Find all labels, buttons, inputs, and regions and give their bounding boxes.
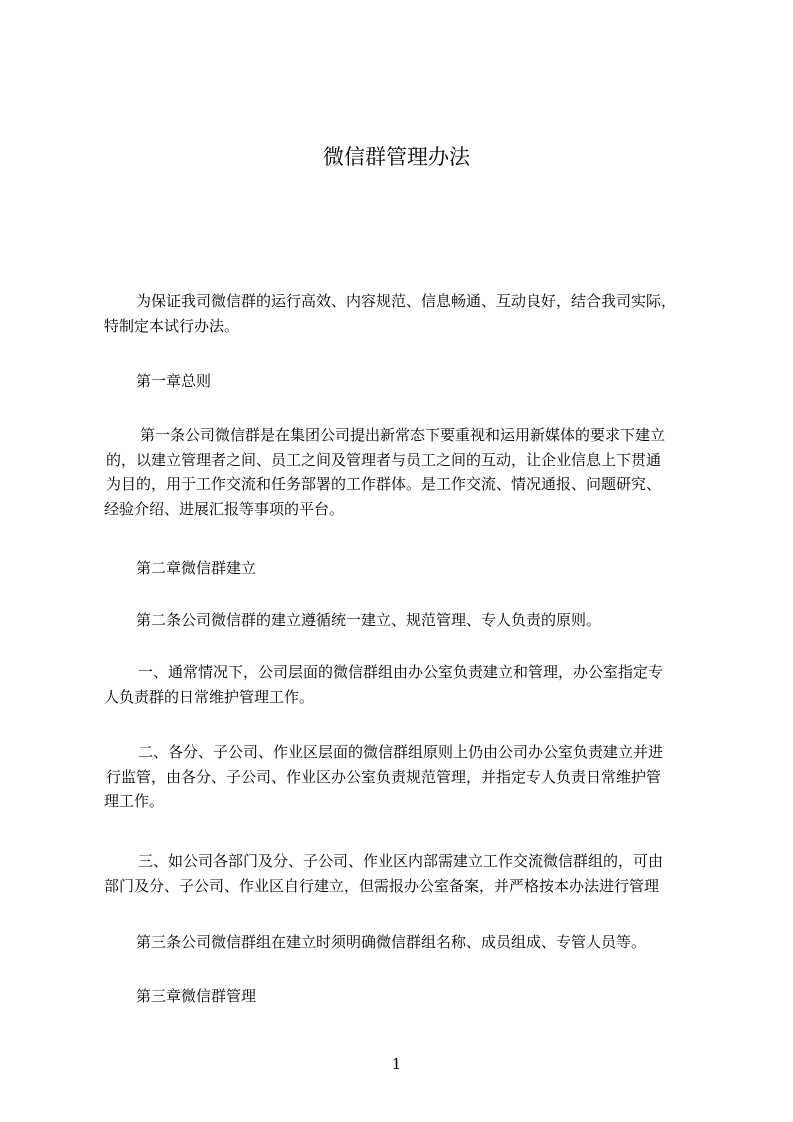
article-paragraph: 第二条公司微信群的建立遵循统一建立、规范管理、专人负责的原则。 (136, 611, 602, 629)
paragraph-line: 三、如公司各部门及分、子公司、作业区内部需建立工作交流微信群组的，可由 (138, 852, 664, 870)
article-paragraph: 第三条公司微信群组在建立时须明确微信群组名称、成员组成、专管人员等。 (136, 933, 647, 951)
paragraph-line: 为保证我司微信群的运行高效、内容规范、信息畅通、互动良好，结合我司实际， (136, 292, 677, 310)
paragraph-line: 特制定本试行办法。 (104, 316, 240, 335)
document-title: 微信群管理办法 (323, 145, 470, 169)
paragraph-line: 行监管，由各分、子公司、作业区办公室负责规范管理，并指定专人负责日常维护管 (106, 767, 662, 786)
paragraph-line: 人负责群的日常维护管理工作。 (104, 687, 315, 706)
paragraph-line: 经验介绍、进展汇报等事项的平台。 (104, 499, 345, 518)
list-item (104, 740, 709, 814)
list-item (104, 660, 709, 709)
paragraph-line: 为目的，用于工作交流和任务部署的工作群体。是工作交流、情况通报、问题研究、 (106, 475, 662, 493)
intro-paragraph (104, 289, 709, 338)
paragraph-line: 二、各分、子公司、作业区层面的微信群组原则上仍由公司办公室负责建立并进 (138, 743, 664, 761)
paragraph-line: 部门及分、子公司、作业区自行建立，但需报办公室备案，并严格按本办法进行管理 (104, 876, 660, 895)
chapter-heading: 第一章总则 (136, 372, 212, 390)
paragraph-line: 第一条公司微信群是在集团公司提出新常态下要重视和运用新媒体的要求下建立 (140, 426, 666, 444)
chapter-heading: 第二章微信群建立 (136, 559, 257, 577)
list-item (104, 849, 709, 898)
paragraph-line: 的，以建立管理者之间、员工之间及管理者与员工之间的互动，让企业信息上下贯通 (106, 450, 662, 469)
chapter-heading: 第三章微信群管理 (136, 987, 257, 1005)
article-paragraph (104, 423, 709, 521)
paragraph-line: 理工作。 (104, 792, 165, 810)
paragraph-line: 一、通常情况下，公司层面的微信群组由办公室负责建立和管理，办公室指定专 (138, 663, 664, 681)
page-number: 1 (391, 1055, 402, 1073)
